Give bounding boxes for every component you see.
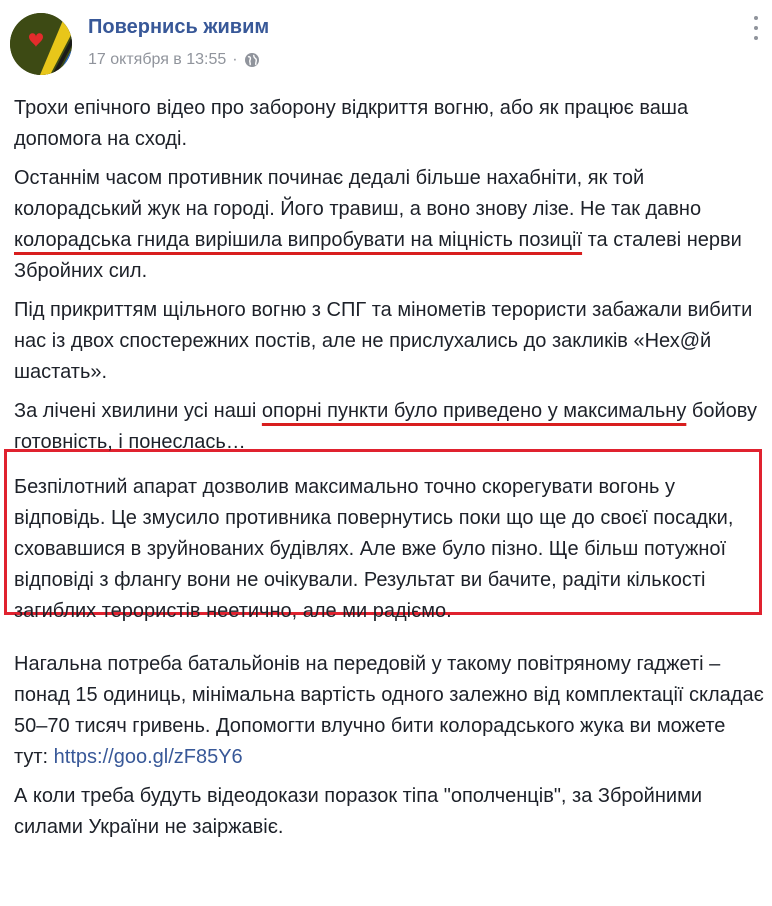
donation-link[interactable]: https://goo.gl/zF85Y6 bbox=[53, 746, 243, 768]
meta-separator: · bbox=[232, 51, 238, 68]
underlined-phrase-2: опорні пункти було приведено у максимальну bbox=[261, 400, 687, 422]
paragraph-2-text-b: та сталеві нерви Збройних сил. bbox=[14, 229, 742, 282]
paragraph-3: Під прикриттям щільного вогню з СПГ та мінометів терористи забажали вибити нас із двох спостережних постів, але не прислухались до закликів «Нех@й шастать». bbox=[14, 299, 753, 383]
paragraph-4-text-a: За лічені хвилини усі наші bbox=[14, 400, 262, 422]
paragraph-4-text-b: бойову готовність, і понеслась… bbox=[14, 400, 757, 453]
page-logo-icon bbox=[10, 13, 72, 75]
page-avatar[interactable] bbox=[10, 13, 72, 75]
globe-icon[interactable] bbox=[244, 52, 260, 68]
post-header bbox=[0, 0, 772, 90]
underlined-phrase-1: колорадська гнида вирішила випробувати на міцність позиції bbox=[14, 229, 583, 251]
post-body bbox=[14, 93, 764, 851]
paragraph-2 bbox=[14, 163, 764, 287]
paragraph-7: А коли треба будуть відеодокази поразок тіпа "ополченців", за Збройними силами України не заіржавіє. bbox=[14, 785, 702, 838]
paragraph-5-highlighted: Безпілотний апарат дозволив максимально точно скорегувати вогонь у відповідь. Це змусило противника повернутись поки що ще до своєї посадки, сховавшися в зруйнованих будівлях. Але вже було пізно. Ще більш потужної відповіді з флангу вони не очікували. Результат ви бачите, радіти кількості загиблих терористів неетично, але ми радіємо. bbox=[14, 476, 734, 622]
page-name-link[interactable]: Повернись живим bbox=[88, 16, 270, 38]
paragraph-4 bbox=[14, 396, 764, 458]
post-timestamp[interactable]: 17 октября в 13:55 bbox=[88, 51, 227, 68]
paragraph-6-text: Нагальна потреба батальйонів на передовій у такому повітряному гаджеті – понад 15 одиниць, мінімальна вартість одного залежно від комплектації складає 50–70 тисяч гривень. Допомогти влучно бити колорадського жука ви можете тут: bbox=[14, 653, 764, 768]
post-meta bbox=[88, 51, 260, 69]
more-options-icon[interactable] bbox=[752, 16, 760, 40]
paragraph-2-text-a: Останнім часом противник починає дедалі більше нахабніти, як той колорадський жук на городі. Його травиш, а воно знову лізе. Не так давно bbox=[14, 167, 702, 220]
paragraph-1: Трохи епічного відео про заборону відкриття вогню, або як працює ваша допомога на сході. bbox=[14, 97, 689, 150]
paragraph-6 bbox=[14, 649, 764, 773]
